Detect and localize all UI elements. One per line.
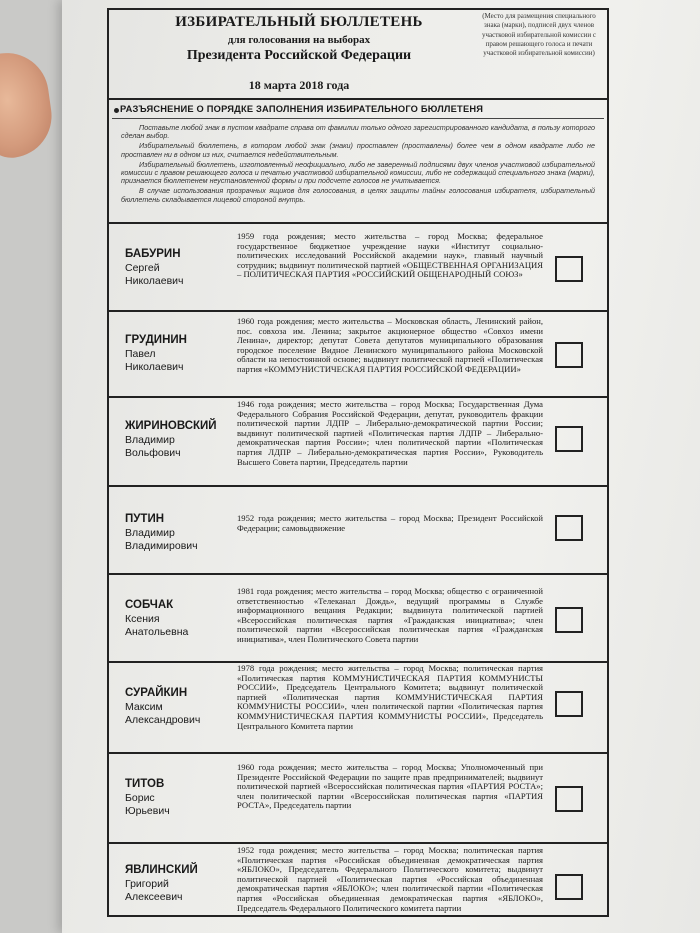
candidate-info: 1960 года рождения; место жительства – город Москва; Уполномоченный при Президенте Российской Федерации по защите прав предпринимателей; выдвинут политической партией «Всероссийская политическая партия «ПАРТИЯ РОСТА»; член политической партии «Всероссийская политическая партия «ПАРТИЯ РОСТА», Председатель партии (237, 762, 543, 811)
candidate-surname: ПУТИН (125, 513, 165, 525)
candidate-row (109, 661, 607, 754)
candidate-info: 1952 года рождения; место жительства – город Москва; политическая партия «Политическая партия «Российская объединенная демократическая партия «ЯБЛОКО», Председатель Федерального Политического комитета; выдвинут политической партией «Политическая партия «Российская объединенная демократическая партия «ЯБЛОКО»; член политической партии «Политическая партия «Российская объединенная демократическая партия «ЯБЛОКО», Председатель Федерального Политического комитета партии (237, 845, 543, 913)
candidate-first-name: Ксения (125, 612, 160, 625)
candidate-row (109, 752, 607, 844)
candidate-patronymic: Алексеевич (125, 891, 183, 903)
candidate-name (125, 334, 233, 375)
stamp-place-note: (Место для размещения специального знака (марки), подписей двух членов участковой избирательной комиссии с правом решающего голоса и печати участковой избирательной комиссии) (481, 12, 597, 58)
instructions-heading (112, 104, 604, 119)
ballot-title: ИЗБИРАТЕЛЬНЫЙ БЮЛЛЕТЕНЬ (175, 14, 423, 30)
candidate-info: 1946 года рождения; место жительства – город Москва; Государственная Дума Федерального Собрания Российской Федерации, депутат, руководитель фракции политической партии ЛДПР – Либерально-демократической партии России; выдвинут политической партией «Политическая партия ЛДПР – Либерально-демократическая партия России»; член политической партии «Политическая партия ЛДПР – Либерально-демократическая партия России», Руководитель Высшего Совета партии, Председатель партии (237, 399, 543, 467)
election-date: 18 марта 2018 года (248, 78, 350, 92)
candidate-surname: ЖИРИНОВСКИЙ (125, 420, 217, 432)
election-name: Президента Российской Федерации (186, 48, 412, 63)
candidate-info: 1960 года рождения; место жительства – Московская область, Ленинский район, пос. совхоза им. Ленина; закрытое акционерное общество «Совхоз имени Ленина», директор; депутат Совета депутатов муниципального образования городское поселение Видное Ленинского муниципального района Московской области на непостоянной основе; выдвинут политической партией «Политическая партия «КОММУНИСТИЧЕСКАЯ ПАРТИЯ РОССИЙСКОЙ ФЕДЕРАЦИИ» (237, 316, 543, 374)
candidate-name (125, 778, 233, 819)
vote-checkbox[interactable] (555, 607, 583, 633)
candidate-first-name: Борис (125, 791, 155, 804)
ballot-subtitle: для голосования на выборах (227, 34, 371, 46)
candidate-first-name: Сергей (125, 261, 160, 274)
ballot (107, 8, 609, 917)
vote-checkbox[interactable] (555, 342, 583, 368)
candidate-name (125, 864, 233, 905)
candidate-patronymic: Владимирович (125, 540, 198, 552)
candidate-name (125, 599, 233, 640)
candidate-row (109, 573, 607, 663)
instructions-text (121, 124, 595, 206)
candidate-name (125, 248, 233, 289)
candidate-first-name: Владимир (125, 433, 175, 446)
candidate-row (109, 485, 607, 575)
candidate-patronymic: Юрьевич (125, 805, 170, 817)
candidate-first-name: Владимир (125, 526, 175, 539)
candidate-row (109, 396, 607, 487)
candidate-first-name: Павел (125, 347, 156, 360)
thumb (0, 48, 57, 162)
candidate-name (125, 513, 233, 554)
instruction-paragraph: В случае использования прозрачных ящиков для голосования, в целях защиты тайны голосования избирателя, избирательный бюллетень складывается лицевой стороной внутрь. (121, 186, 595, 204)
candidate-info: 1981 года рождения; место жительства – город Москва; общество с ограниченной ответственностью «Телеканал Дождь», ведущий программы в Службе информационного вещания Редакции; выдвинута политической партией «Всероссийская политическая партия «Гражданская инициатива»; член политической партии «Всероссийская политическая партия «Гражданская инициатива», член Политического Совета партии (237, 586, 543, 644)
candidate-surname: ГРУДИНИН (125, 334, 187, 346)
candidate-info: 1952 года рождения; место жительства – город Москва; Президент Российской Федерации; самовыдвижение (237, 513, 543, 533)
vote-checkbox[interactable] (555, 515, 583, 541)
candidate-patronymic: Александрович (125, 714, 201, 726)
candidate-row (109, 310, 607, 398)
candidate-info: 1978 года рождения; место жительства – город Москва; политическая партия «Политическая партия КОММУНИСТИЧЕСКАЯ ПАРТИЯ КОММУНИСТЫ РОССИИ», Председатель Центрального Комитета; выдвинут политической партией «Политическая партия КОММУНИСТИЧЕСКАЯ ПАРТИЯ КОММУНИСТЫ РОССИИ», член политической партии «Политическая партия КОММУНИСТИЧЕСКАЯ ПАРТИЯ КОММУНИСТЫ РОССИИ», Председатель Центрального Комитета партии (237, 663, 543, 731)
candidate-patronymic: Анатольевна (125, 626, 189, 638)
candidate-surname: ЯВЛИНСКИЙ (125, 864, 198, 876)
candidate-name (125, 687, 233, 728)
instructions-section (109, 100, 607, 224)
candidate-surname: СУРАЙКИН (125, 687, 188, 699)
candidate-first-name: Максим (125, 700, 163, 713)
ballot-header (109, 10, 607, 100)
candidate-patronymic: Вольфович (125, 447, 181, 459)
instruction-paragraph: Избирательный бюллетень, в котором любой знак (знаки) проставлен (проставлены) более чем в одном квадрате либо не проставлен ни в одном из них, считается недействительным. (121, 141, 595, 159)
candidate-name (125, 420, 233, 461)
instructions-title: РАЗЪЯСНЕНИЕ О ПОРЯДКЕ ЗАПОЛНЕНИЯ ИЗБИРАТЕЛЬНОГО БЮЛЛЕТЕНЯ (120, 104, 484, 114)
vote-checkbox[interactable] (555, 691, 583, 717)
candidate-surname: БАБУРИН (125, 248, 181, 260)
vote-checkbox[interactable] (555, 426, 583, 452)
candidate-patronymic: Николаевич (125, 361, 184, 373)
candidate-info: 1959 года рождения; место жительства – город Москва; федеральное государственное бюджетное учреждение науки «Институт социально-политических исследований Российской академии наук», главный научный сотрудник; выдвинут политической партией «ОБЩЕСТВЕННАЯ ОРГАНИЗАЦИЯ – ПОЛИТИЧЕСКАЯ ПАРТИЯ «РОССИЙСКИЙ ОБЩЕНАРОДНЫЙ СОЮЗ» (237, 231, 543, 280)
vote-checkbox[interactable] (555, 256, 583, 282)
instruction-paragraph: Избирательный бюллетень, изготовленный неофициально, либо не заверенный подписями двух членов участковой избирательной комиссии с правом решающего голоса и печатью участковой избирательной комиссии, либо не содержащий специального знака (марки), признается бюллетенем неустановленной формы и при подсчете голосов не учитывается. (121, 159, 595, 186)
candidate-patronymic: Николаевич (125, 275, 184, 287)
candidate-first-name: Григорий (125, 877, 169, 890)
vote-checkbox[interactable] (555, 786, 583, 812)
vote-checkbox[interactable] (555, 874, 583, 900)
candidate-surname: СОБЧАК (125, 599, 174, 611)
instruction-paragraph: Поставьте любой знак в пустом квадрате справа от фамилии только одного зарегистрированного кандидата, в пользу которого сделан выбор. (121, 123, 595, 141)
candidate-row (109, 842, 607, 927)
candidate-surname: ТИТОВ (125, 778, 165, 790)
bullet-icon (114, 108, 119, 113)
candidate-row (109, 224, 607, 312)
